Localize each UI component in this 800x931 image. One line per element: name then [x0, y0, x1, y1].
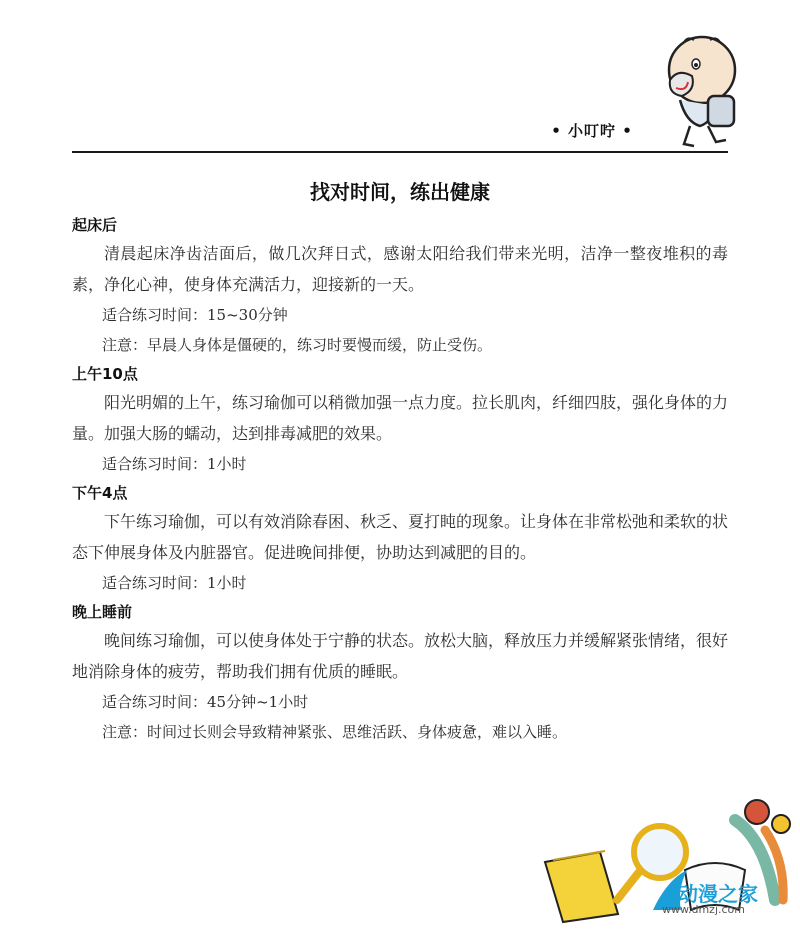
practice-time: 适合练习时间：1小时 [102, 574, 247, 592]
section-4pm [72, 479, 728, 598]
section-morning [72, 211, 728, 360]
section-paragraph: 清晨起床净齿洁面后，做几次拜日式，感谢太阳给我们带来光明，洁净一整夜堆积的毒素，净化心神，使身体充满活力，迎接新的一天。 [72, 244, 728, 294]
caution-note: 注意：时间过长则会导致精神紧张、思维活跃、身体疲惫，难以入睡。 [102, 723, 568, 741]
mascot-illustration [650, 28, 750, 153]
book-icon [545, 851, 618, 922]
page-title: 找对时间，练出健康 [310, 180, 490, 204]
practice-time: 适合练习时间：45分钟~1小时 [102, 693, 309, 711]
section-heading: 起床后 [72, 216, 118, 234]
section-heading: 上午10点 [72, 365, 138, 383]
section-paragraph: 晚间练习瑜伽，可以使身体处于宁静的状态。放松大脑，释放压力并缓解紧张情绪，很好地消除身体的疲劳，帮助我们拥有优质的睡眠。 [72, 631, 729, 681]
section-tag: • 小叮咛 • [551, 122, 633, 140]
practice-time: 适合练习时间：15~30分钟 [102, 306, 288, 324]
practice-time: 适合练习时间：1小时 [102, 455, 247, 473]
section-heading: 下午4点 [72, 484, 128, 502]
watermark-logo: 动漫之家 [678, 882, 758, 906]
article-content [72, 211, 728, 747]
section-paragraph: 下午练习瑜伽，可以有效消除春困、秋乏、夏打盹的现象。让身体在非常松弛和柔软的状态下伸展身体及内脏器官。促进晚间排便，协助达到减肥的目的。 [72, 512, 729, 562]
section-heading: 晚上睡前 [72, 603, 133, 621]
caution-note: 注意：早晨人身体是僵硬的，练习时要慢而缓，防止受伤。 [102, 336, 493, 354]
section-bedtime [72, 598, 728, 747]
watermark-site: www.dmzj.com [662, 903, 745, 916]
section-paragraph: 阳光明媚的上午，练习瑜伽可以稍微加强一点力度。拉长肌肉，纤细四肢，强化身体的力量。加强大肠的蠕动，达到排毒减肥的效果。 [72, 393, 729, 443]
section-10am [72, 360, 728, 479]
header-rule [72, 151, 728, 153]
